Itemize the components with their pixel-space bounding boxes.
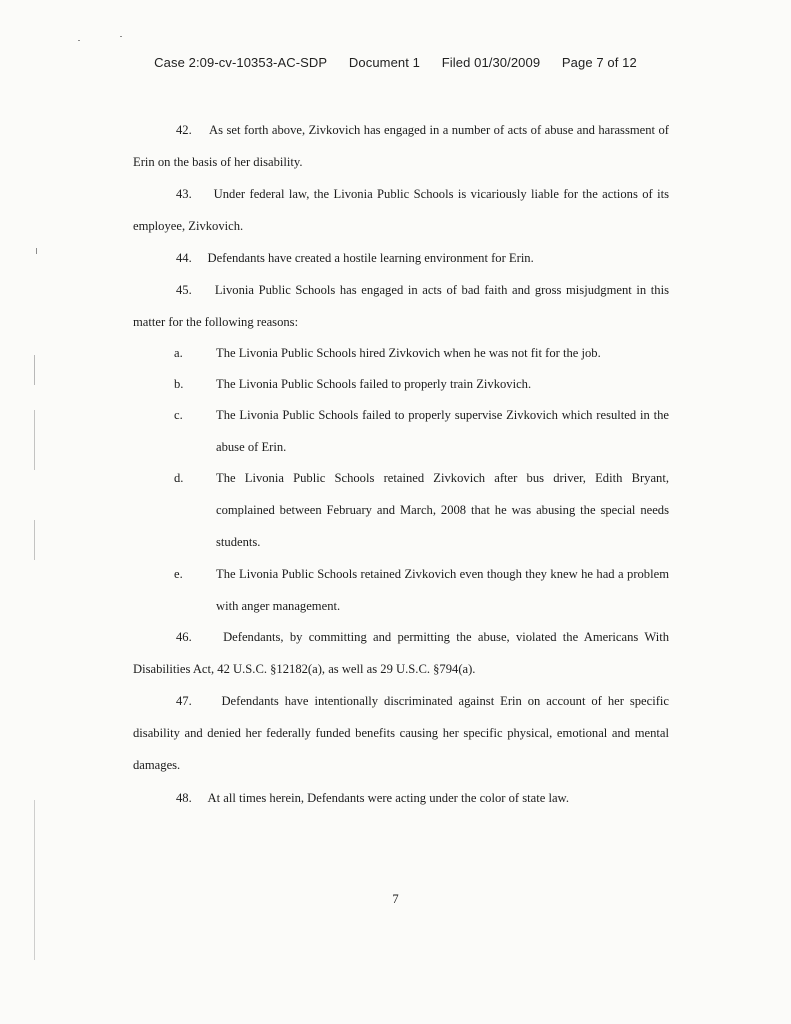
scan-mark bbox=[34, 410, 35, 470]
paragraph-44: 44. Defendants have created a hostile learning environment for Erin. bbox=[176, 251, 534, 265]
item-label-d: d. bbox=[174, 471, 184, 485]
page-indicator: Page 7 of 12 bbox=[561, 55, 637, 70]
paragraph-43: 43. Under federal law, the Livonia Public Schools is vicariously liable for the actions of its employee, Zivkovich. bbox=[133, 187, 669, 233]
paragraph-45: 45. Livonia Public Schools has engaged in acts of bad faith and gross misjudgment in this matter for the following reasons: bbox=[133, 283, 669, 329]
scan-mark bbox=[78, 40, 80, 41]
paragraph-47: 47. Defendants have intentionally discriminated against Erin on account of her specific disability and denied her federally funded benefits causing her specific physical, emotional and mental damages. bbox=[133, 694, 669, 772]
paragraph-42: 42. As set forth above, Zivkovich has engaged in a number of acts of abuse and harassment of Erin on the basis of her disability. bbox=[133, 123, 669, 169]
scan-mark bbox=[34, 355, 35, 385]
scan-mark bbox=[34, 520, 35, 560]
item-d: The Livonia Public Schools retained Zivkovich after bus driver, Edith Bryant, complained between February and March, 2008 that he was abusing the special needs students. bbox=[216, 471, 669, 549]
paragraph-48: 48. At all times herein, Defendants were acting under the color of state law. bbox=[176, 791, 569, 805]
item-c: The Livonia Public Schools failed to properly supervise Zivkovich which resulted in the abuse of Erin. bbox=[216, 408, 669, 454]
document-number: Document 1 bbox=[348, 55, 420, 70]
case-number: Case 2:09-cv-10353-AC-SDP bbox=[154, 55, 328, 70]
item-label-a: a. bbox=[174, 346, 183, 360]
scan-mark bbox=[34, 800, 35, 960]
filed-date: Filed 01/30/2009 bbox=[441, 55, 541, 70]
scan-mark bbox=[36, 248, 37, 254]
item-a: The Livonia Public Schools hired Zivkovich when he was not fit for the job. bbox=[216, 346, 601, 360]
paragraph-46: 46. Defendants, by committing and permitting the abuse, violated the Americans With Disabilities Act, 42 U.S.C. §12182(a), as well as 29 U.S.C. §794(a). bbox=[133, 630, 669, 676]
item-e: The Livonia Public Schools retained Zivkovich even though they knew he had a problem with anger management. bbox=[216, 567, 669, 613]
scan-mark bbox=[120, 36, 122, 37]
page-header bbox=[0, 55, 791, 70]
item-label-e: e. bbox=[174, 567, 183, 581]
page-number: 7 bbox=[392, 892, 399, 906]
item-label-c: c. bbox=[174, 408, 183, 422]
item-b: The Livonia Public Schools failed to properly train Zivkovich. bbox=[216, 377, 532, 391]
item-label-b: b. bbox=[174, 377, 184, 391]
